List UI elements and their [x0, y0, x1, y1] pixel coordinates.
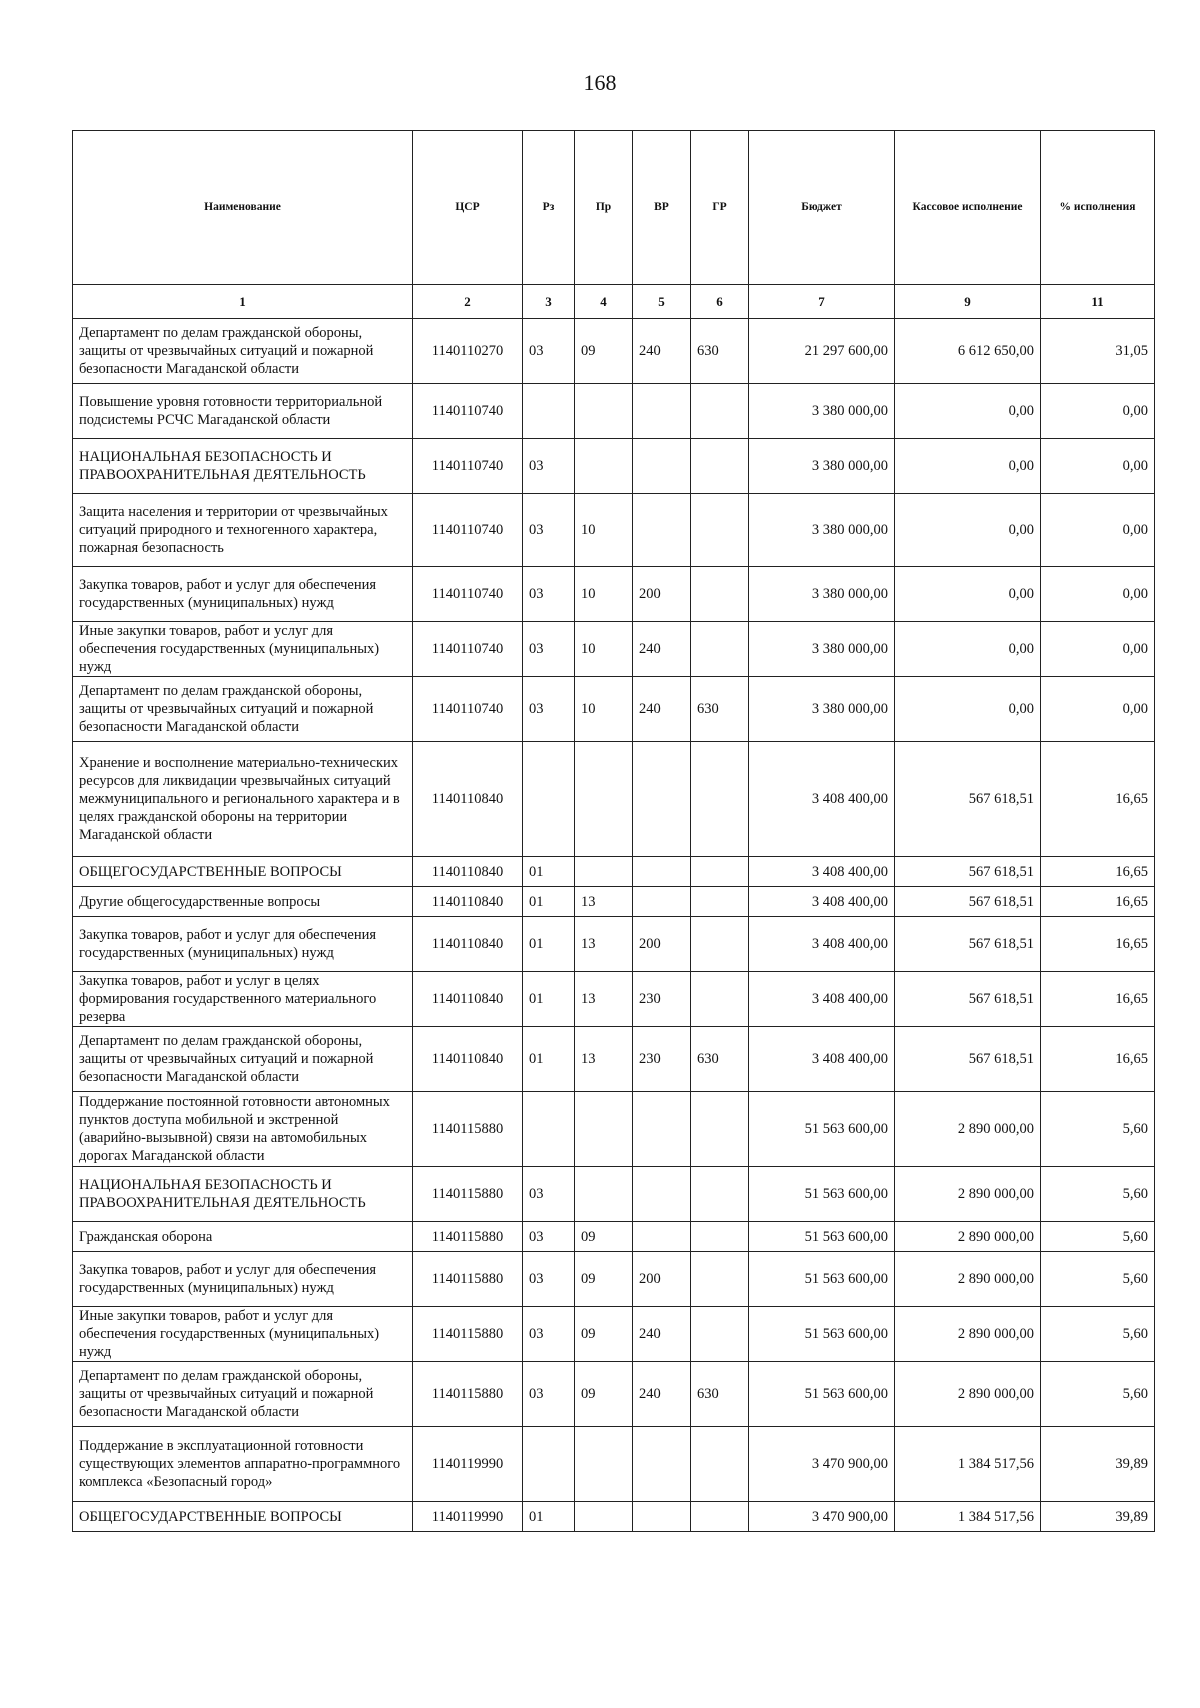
row-gr	[691, 1222, 749, 1252]
row-budget: 3 408 400,00	[749, 917, 895, 972]
row-rz: 03	[523, 319, 575, 384]
row-csr: 1140110740	[413, 677, 523, 742]
row-rz: 03	[523, 494, 575, 567]
row-gr	[691, 972, 749, 1027]
row-pct: 16,65	[1041, 857, 1155, 887]
table-row	[73, 384, 1155, 439]
row-pct: 0,00	[1041, 677, 1155, 742]
row-name: Департамент по делам гражданской обороны, защиты от чрезвычайных ситуаций и пожарной безопасности Магаданской области	[73, 1027, 413, 1092]
row-gr	[691, 742, 749, 857]
header-pct: % исполнения	[1041, 131, 1155, 285]
table-row	[73, 439, 1155, 494]
row-cash: 567 618,51	[895, 1027, 1041, 1092]
row-budget: 3 408 400,00	[749, 1027, 895, 1092]
row-budget: 3 380 000,00	[749, 384, 895, 439]
row-gr	[691, 494, 749, 567]
row-csr: 1140110740	[413, 384, 523, 439]
row-pr: 09	[575, 1222, 633, 1252]
table-row	[73, 742, 1155, 857]
header-gr: ГР	[691, 131, 749, 285]
table-row	[73, 1092, 1155, 1167]
row-rz: 01	[523, 1027, 575, 1092]
row-gr	[691, 887, 749, 917]
row-rz: 03	[523, 1307, 575, 1362]
row-pct: 16,65	[1041, 917, 1155, 972]
row-pr: 10	[575, 677, 633, 742]
row-gr	[691, 384, 749, 439]
row-pr: 10	[575, 567, 633, 622]
row-pct: 16,65	[1041, 887, 1155, 917]
row-pct: 16,65	[1041, 972, 1155, 1027]
row-gr	[691, 1427, 749, 1502]
row-cash: 2 890 000,00	[895, 1222, 1041, 1252]
row-vr	[633, 1167, 691, 1222]
row-pct: 0,00	[1041, 439, 1155, 494]
column-number: 3	[523, 285, 575, 319]
row-csr: 1140110840	[413, 742, 523, 857]
column-number: 2	[413, 285, 523, 319]
row-cash: 0,00	[895, 622, 1041, 677]
table-row	[73, 1502, 1155, 1532]
row-pr	[575, 857, 633, 887]
header-csr: ЦСР	[413, 131, 523, 285]
table-row	[73, 622, 1155, 677]
row-pct: 0,00	[1041, 622, 1155, 677]
row-rz	[523, 742, 575, 857]
row-csr: 1140110270	[413, 319, 523, 384]
row-cash: 0,00	[895, 567, 1041, 622]
row-vr: 240	[633, 319, 691, 384]
row-csr: 1140110740	[413, 622, 523, 677]
table-row	[73, 917, 1155, 972]
row-pct: 5,60	[1041, 1252, 1155, 1307]
row-pct: 31,05	[1041, 319, 1155, 384]
row-csr: 1140115880	[413, 1252, 523, 1307]
row-vr	[633, 1222, 691, 1252]
row-name: Защита населения и территории от чрезвычайных ситуаций природного и техногенного характера, пожарная безопасность	[73, 494, 413, 567]
row-pr: 09	[575, 1307, 633, 1362]
column-number: 1	[73, 285, 413, 319]
column-number: 11	[1041, 285, 1155, 319]
row-budget: 3 470 900,00	[749, 1502, 895, 1532]
page-number: 168	[583, 70, 617, 95]
row-rz: 01	[523, 857, 575, 887]
row-csr: 1140110840	[413, 887, 523, 917]
row-budget: 3 408 400,00	[749, 742, 895, 857]
row-pct: 39,89	[1041, 1502, 1155, 1532]
row-csr: 1140119990	[413, 1427, 523, 1502]
row-gr	[691, 857, 749, 887]
row-rz	[523, 1092, 575, 1167]
budget-execution-table	[72, 130, 1155, 1532]
row-csr: 1140110840	[413, 1027, 523, 1092]
row-pct: 39,89	[1041, 1427, 1155, 1502]
row-cash: 0,00	[895, 494, 1041, 567]
row-budget: 3 380 000,00	[749, 622, 895, 677]
row-vr: 240	[633, 1362, 691, 1427]
row-pct: 5,60	[1041, 1222, 1155, 1252]
row-vr: 230	[633, 1027, 691, 1092]
row-cash: 6 612 650,00	[895, 319, 1041, 384]
row-csr: 1140115880	[413, 1362, 523, 1427]
row-vr	[633, 857, 691, 887]
row-vr	[633, 1427, 691, 1502]
row-name: Закупка товаров, работ и услуг для обеспечения государственных (муниципальных) нужд	[73, 1252, 413, 1307]
row-cash: 2 890 000,00	[895, 1252, 1041, 1307]
row-budget: 51 563 600,00	[749, 1167, 895, 1222]
row-vr: 200	[633, 917, 691, 972]
row-budget: 3 470 900,00	[749, 1427, 895, 1502]
row-vr: 240	[633, 622, 691, 677]
row-gr: 630	[691, 1362, 749, 1427]
row-budget: 3 408 400,00	[749, 972, 895, 1027]
row-vr	[633, 384, 691, 439]
column-number: 4	[575, 285, 633, 319]
row-cash: 567 618,51	[895, 857, 1041, 887]
header-pr: Пр	[575, 131, 633, 285]
row-pr	[575, 384, 633, 439]
row-budget: 3 408 400,00	[749, 887, 895, 917]
row-gr	[691, 567, 749, 622]
row-cash: 0,00	[895, 439, 1041, 494]
row-gr	[691, 917, 749, 972]
row-csr: 1140110840	[413, 972, 523, 1027]
row-vr	[633, 1092, 691, 1167]
row-budget: 51 563 600,00	[749, 1362, 895, 1427]
row-rz: 01	[523, 1502, 575, 1532]
row-pr: 13	[575, 917, 633, 972]
row-cash: 567 618,51	[895, 887, 1041, 917]
row-gr: 630	[691, 677, 749, 742]
row-name: Иные закупки товаров, работ и услуг для обеспечения государственных (муниципальных) нужд	[73, 1307, 413, 1362]
row-name: Поддержание постоянной готовности автономных пунктов доступа мобильной и экстренной (аварийно-вызывной) связи на автомобильных дорогах Магаданской области	[73, 1092, 413, 1167]
row-rz: 01	[523, 972, 575, 1027]
row-csr: 1140110740	[413, 567, 523, 622]
header-row	[73, 131, 1155, 285]
row-cash: 567 618,51	[895, 742, 1041, 857]
row-budget: 3 380 000,00	[749, 677, 895, 742]
row-budget: 3 408 400,00	[749, 857, 895, 887]
row-pr: 09	[575, 319, 633, 384]
header-vr: ВР	[633, 131, 691, 285]
row-name: Закупка товаров, работ и услуг для обеспечения государственных (муниципальных) нужд	[73, 567, 413, 622]
row-csr: 1140110840	[413, 857, 523, 887]
table-row	[73, 857, 1155, 887]
row-budget: 51 563 600,00	[749, 1252, 895, 1307]
row-pct: 0,00	[1041, 384, 1155, 439]
row-pct: 0,00	[1041, 494, 1155, 567]
row-rz: 03	[523, 622, 575, 677]
row-csr: 1140115880	[413, 1222, 523, 1252]
row-budget: 3 380 000,00	[749, 439, 895, 494]
row-cash: 2 890 000,00	[895, 1362, 1041, 1427]
row-pct: 16,65	[1041, 1027, 1155, 1092]
row-pct: 5,60	[1041, 1362, 1155, 1427]
row-name: Иные закупки товаров, работ и услуг для обеспечения государственных (муниципальных) нужд	[73, 622, 413, 677]
row-vr	[633, 439, 691, 494]
row-pr: 10	[575, 622, 633, 677]
row-budget: 3 380 000,00	[749, 567, 895, 622]
row-name: Повышение уровня готовности территориальной подсистемы РСЧС Магаданской области	[73, 384, 413, 439]
row-csr: 1140110740	[413, 494, 523, 567]
row-rz: 01	[523, 887, 575, 917]
row-gr: 630	[691, 319, 749, 384]
row-vr: 240	[633, 677, 691, 742]
row-gr	[691, 1092, 749, 1167]
row-gr: 630	[691, 1027, 749, 1092]
row-rz: 03	[523, 439, 575, 494]
row-name: Хранение и восполнение материально-технических ресурсов для ликвидации чрезвычайных ситуаций межмуниципального и регионального характера и в целях гражданской обороны на территории Магаданской области	[73, 742, 413, 857]
row-csr: 1140115880	[413, 1307, 523, 1362]
row-pct: 5,60	[1041, 1092, 1155, 1167]
row-rz	[523, 1427, 575, 1502]
row-name: Закупка товаров, работ и услуг в целях формирования государственного материального резерва	[73, 972, 413, 1027]
row-rz: 03	[523, 1362, 575, 1427]
row-gr	[691, 1167, 749, 1222]
row-cash: 567 618,51	[895, 917, 1041, 972]
row-name: Департамент по делам гражданской обороны, защиты от чрезвычайных ситуаций и пожарной безопасности Магаданской области	[73, 1362, 413, 1427]
table-row	[73, 1362, 1155, 1427]
column-number: 7	[749, 285, 895, 319]
row-name: Закупка товаров, работ и услуг для обеспечения государственных (муниципальных) нужд	[73, 917, 413, 972]
row-cash: 0,00	[895, 384, 1041, 439]
row-rz: 03	[523, 677, 575, 742]
table-row	[73, 1167, 1155, 1222]
row-gr	[691, 1307, 749, 1362]
row-name: ОБЩЕГОСУДАРСТВЕННЫЕ ВОПРОСЫ	[73, 857, 413, 887]
row-vr: 240	[633, 1307, 691, 1362]
row-rz: 01	[523, 917, 575, 972]
table-row	[73, 1252, 1155, 1307]
row-pr: 10	[575, 494, 633, 567]
row-pct: 16,65	[1041, 742, 1155, 857]
row-pct: 5,60	[1041, 1167, 1155, 1222]
row-budget: 3 380 000,00	[749, 494, 895, 567]
row-csr: 1140110840	[413, 917, 523, 972]
row-pr	[575, 1092, 633, 1167]
row-rz: 03	[523, 1222, 575, 1252]
row-name: НАЦИОНАЛЬНАЯ БЕЗОПАСНОСТЬ И ПРАВООХРАНИТЕЛЬНАЯ ДЕЯТЕЛЬНОСТЬ	[73, 439, 413, 494]
table-row	[73, 1307, 1155, 1362]
row-name: ОБЩЕГОСУДАРСТВЕННЫЕ ВОПРОСЫ	[73, 1502, 413, 1532]
table-body	[73, 319, 1155, 1532]
row-vr	[633, 742, 691, 857]
row-name: Департамент по делам гражданской обороны, защиты от чрезвычайных ситуаций и пожарной безопасности Магаданской области	[73, 677, 413, 742]
row-pr	[575, 1167, 633, 1222]
row-rz: 03	[523, 567, 575, 622]
row-cash: 2 890 000,00	[895, 1092, 1041, 1167]
row-pr: 09	[575, 1362, 633, 1427]
table-row	[73, 567, 1155, 622]
row-rz: 03	[523, 1167, 575, 1222]
column-number-row	[73, 285, 1155, 319]
row-gr	[691, 439, 749, 494]
row-pct: 0,00	[1041, 567, 1155, 622]
row-rz: 03	[523, 1252, 575, 1307]
header-rz: Рз	[523, 131, 575, 285]
row-cash: 567 618,51	[895, 972, 1041, 1027]
table-row	[73, 1027, 1155, 1092]
row-budget: 51 563 600,00	[749, 1092, 895, 1167]
column-number: 6	[691, 285, 749, 319]
table-row	[73, 1427, 1155, 1502]
column-number: 5	[633, 285, 691, 319]
table-row	[73, 319, 1155, 384]
row-name: Гражданская оборона	[73, 1222, 413, 1252]
table-row	[73, 887, 1155, 917]
row-pr: 09	[575, 1252, 633, 1307]
row-csr: 1140115880	[413, 1092, 523, 1167]
row-cash: 0,00	[895, 677, 1041, 742]
row-cash: 1 384 517,56	[895, 1502, 1041, 1532]
row-pct: 5,60	[1041, 1307, 1155, 1362]
row-name: Другие общегосударственные вопросы	[73, 887, 413, 917]
row-cash: 2 890 000,00	[895, 1167, 1041, 1222]
row-vr	[633, 1502, 691, 1532]
header-cash: Кассовое исполнение	[895, 131, 1041, 285]
row-pr: 13	[575, 1027, 633, 1092]
table-row	[73, 1222, 1155, 1252]
row-gr	[691, 1252, 749, 1307]
row-vr: 200	[633, 1252, 691, 1307]
row-pr	[575, 1502, 633, 1532]
row-csr: 1140115880	[413, 1167, 523, 1222]
row-name: НАЦИОНАЛЬНАЯ БЕЗОПАСНОСТЬ И ПРАВООХРАНИТЕЛЬНАЯ ДЕЯТЕЛЬНОСТЬ	[73, 1167, 413, 1222]
row-name: Департамент по делам гражданской обороны, защиты от чрезвычайных ситуаций и пожарной безопасности Магаданской области	[73, 319, 413, 384]
table-row	[73, 494, 1155, 567]
header-budget: Бюджет	[749, 131, 895, 285]
row-cash: 1 384 517,56	[895, 1427, 1041, 1502]
column-number: 9	[895, 285, 1041, 319]
row-csr: 1140119990	[413, 1502, 523, 1532]
row-budget: 51 563 600,00	[749, 1222, 895, 1252]
row-budget: 21 297 600,00	[749, 319, 895, 384]
row-budget: 51 563 600,00	[749, 1307, 895, 1362]
row-name: Поддержание в эксплуатационной готовности существующих элементов аппаратно-программного комплекса «Безопасный город»	[73, 1427, 413, 1502]
row-pr: 13	[575, 887, 633, 917]
table-row	[73, 677, 1155, 742]
header-name: Наименование	[73, 131, 413, 285]
row-csr: 1140110740	[413, 439, 523, 494]
row-vr: 200	[633, 567, 691, 622]
row-pr: 13	[575, 972, 633, 1027]
row-vr	[633, 494, 691, 567]
row-vr: 230	[633, 972, 691, 1027]
row-pr	[575, 742, 633, 857]
row-vr	[633, 887, 691, 917]
row-pr	[575, 439, 633, 494]
row-gr	[691, 1502, 749, 1532]
row-rz	[523, 384, 575, 439]
row-gr	[691, 622, 749, 677]
row-pr	[575, 1427, 633, 1502]
table-row	[73, 972, 1155, 1027]
row-cash: 2 890 000,00	[895, 1307, 1041, 1362]
